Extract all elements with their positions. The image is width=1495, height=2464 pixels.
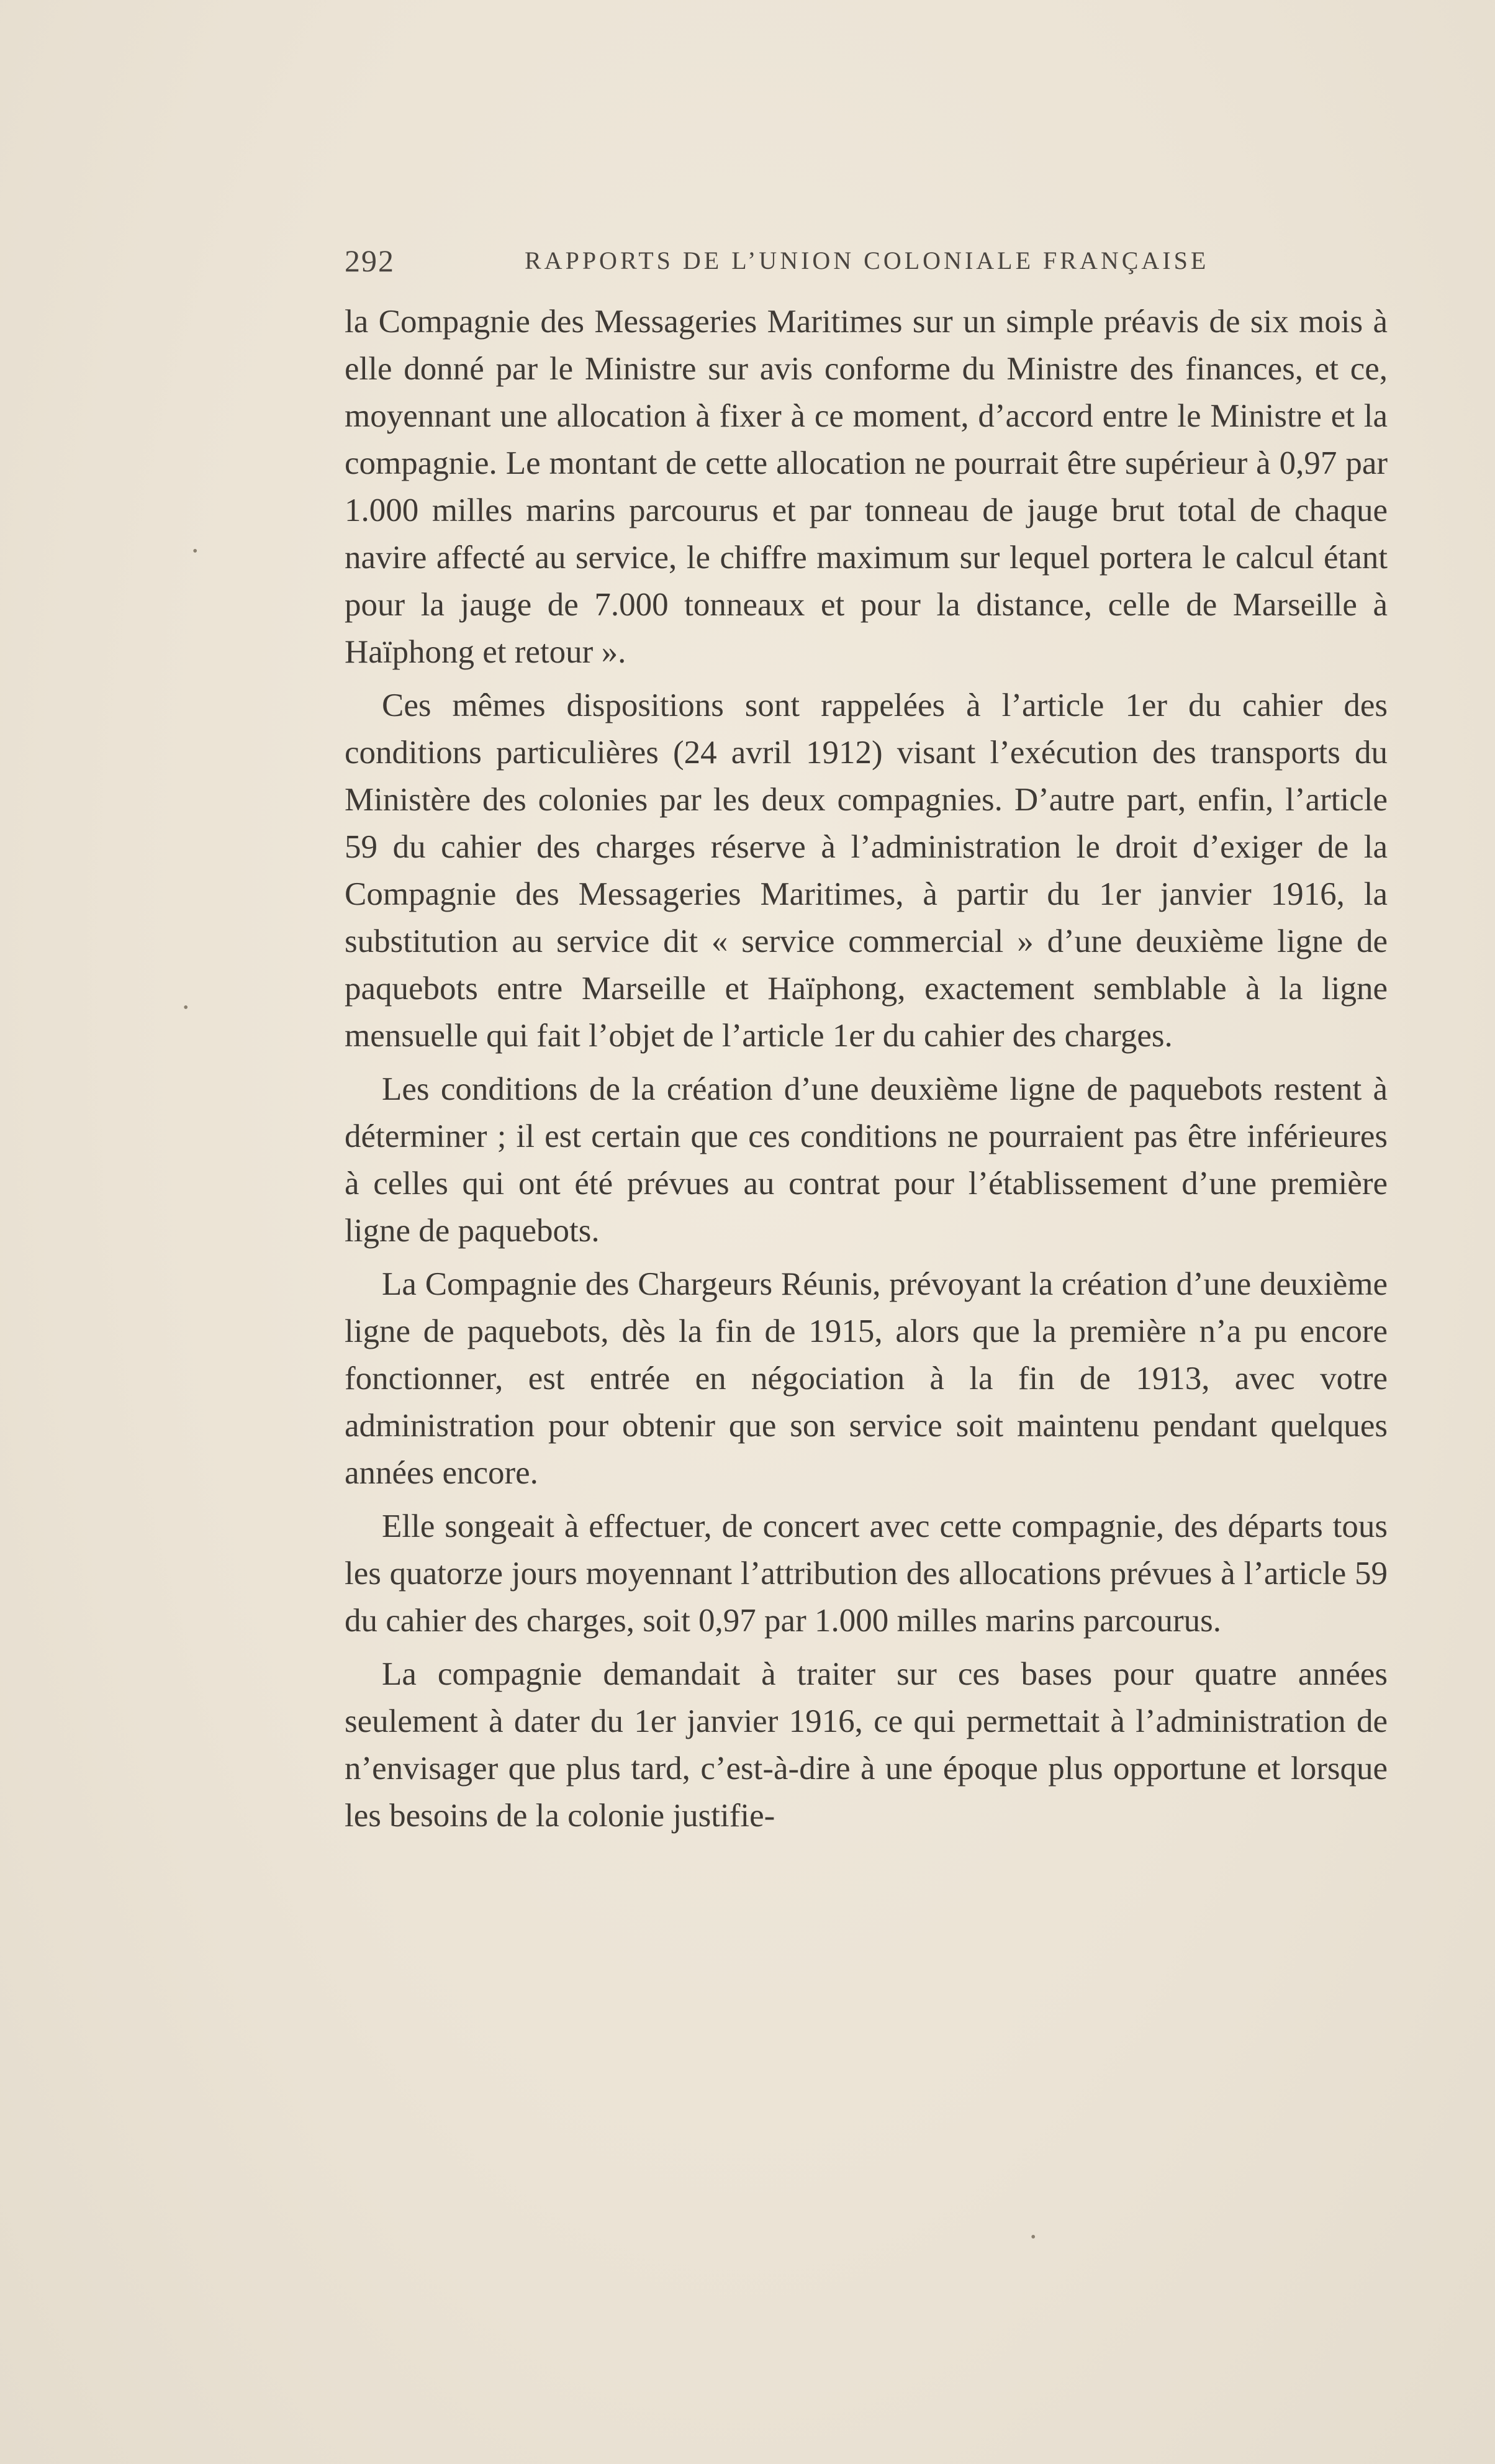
paragraph-3: Les conditions de la création d’une deuxième ligne de paquebots restent à déterminer ; il est certain que ces conditions ne pourraient pas être inférieures à celles qui ont été prévues au contrat pour l’établissement d’une première ligne de paquebots. — [345, 1071, 1388, 1249]
paragraph-4: La Compagnie des Chargeurs Réunis, prévoyant la création d’une deuxième ligne de paquebots, dès la fin de 1915, alors que la première n’a pu encore fonctionner, est entrée en négociation à la fin de 1913, avec votre administration pour obtenir que son service soit maintenu pendant quelques années encore. — [345, 1266, 1388, 1491]
body-text — [345, 298, 1400, 1846]
paragraph-6: La compagnie demandait à traiter sur ces bases pour quatre années seulement à dater du 1er janvier 1916, ce qui permettait à l’administration de n’envisager que plus tard, c’est-à-dire à une époque plus opportune et lorsque les besoins de la colonie justifie- — [345, 1656, 1388, 1834]
paragraph-5: Elle songeait à effectuer, de concert avec cette compagnie, des départs tous les quatorze jours moyennant l’attribution des allocations prévues à l’article 59 du cahier des charges, soit 0,97 par 1.000 milles marins parcourus. — [345, 1508, 1388, 1639]
page-number: 292 — [345, 243, 395, 278]
paragraph-1: la Compagnie des Messageries Maritimes sur un simple préavis de six mois à elle donné par le Ministre sur avis conforme du Ministre des finances, et ce, moyennant une allocation à fixer à ce moment, d’accord entre le Ministre et la compagnie. Le montant de cette allocation ne pourrait être supérieur à 0,97 par 1.000 milles marins parcourus et par tonneau de jauge brut total de chaque navire affecté au service, le chiffre maximum sur lequel portera le calcul étant pour la jauge de 7.000 tonneaux et pour la distance, celle de Marseille à Haïphong et retour ». — [345, 304, 1388, 670]
margin-speck: • — [192, 543, 198, 559]
page-header — [345, 239, 1214, 283]
running-head: RAPPORTS DE L’UNION COLONIALE FRANÇAISE — [525, 247, 1209, 274]
paragraph-2: Ces mêmes dispositions sont rappelées à l’article 1er du cahier des conditions particulières (24 avril 1912) visant l’exécution des transports du Ministère des colonies par les deux compagnies. D’autre part, enfin, l’article 59 du cahier des charges réserve à l’administration le droit d’exiger de la Compagnie des Messageries Maritimes, à partir du 1er janvier 1916, la substitution au service dit « service commercial » d’une deuxième ligne de paquebots entre Marseille et Haïphong, exactement semblable à la ligne mensuelle qui fait l’objet de l’article 1er du cahier des charges. — [345, 687, 1388, 1054]
margin-speck: • — [1031, 2229, 1036, 2245]
margin-speck: • — [183, 1000, 189, 1016]
